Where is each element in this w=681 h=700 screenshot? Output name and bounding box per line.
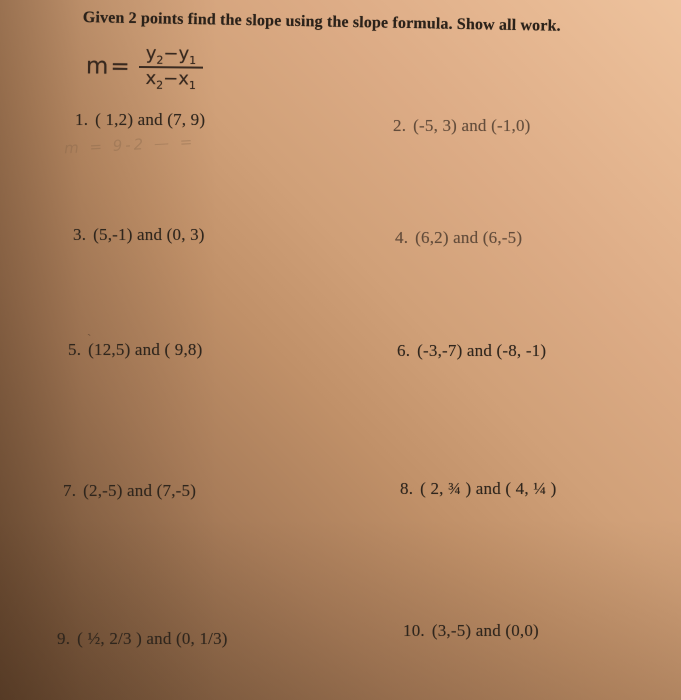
stray-pencil-mark: ˋ: [87, 331, 92, 346]
numerator-term2: y: [178, 43, 190, 65]
denominator-sub1: 2: [156, 78, 164, 92]
problem-9: [57, 629, 228, 649]
worksheet-title: Given 2 points find the slope using the slope formula. Show all work.: [82, 9, 561, 35]
numerator-minus: −: [163, 43, 179, 65]
numerator-sub1: 2: [156, 53, 164, 67]
problem-6-points: (-3,-7) and (-8, -1): [417, 341, 547, 360]
problem-9-points: ( ½, 2/3 ) and (0, 1/3): [77, 629, 228, 648]
problem-5: [68, 340, 203, 360]
problem-8-number: 8.: [400, 479, 414, 498]
numerator-sub2: 1: [189, 54, 197, 68]
formula-numerator: [139, 44, 204, 66]
problem-2: [393, 116, 531, 136]
denominator-minus: −: [163, 67, 179, 90]
problem-4-number: 4.: [395, 228, 409, 247]
pencil-work-note: m = 9-2 — =: [63, 132, 196, 158]
formula-fraction: [138, 44, 203, 90]
problem-1-points: ( 1,2) and (7, 9): [95, 110, 206, 129]
denominator-term1: x: [145, 67, 157, 89]
problem-10-points: (3,-5) and (0,0): [431, 621, 539, 640]
problem-2-number: 2.: [393, 116, 407, 135]
denominator-term2: x: [178, 68, 190, 90]
problem-4: [395, 228, 522, 248]
problem-8: [400, 479, 557, 499]
formula-lhs: m=: [85, 53, 132, 80]
problem-7-points: (2,-5) and (7,-5): [83, 481, 197, 500]
problem-8-points: ( 2, ¾ ) and ( 4, ¼ ): [420, 479, 557, 498]
problem-3-points: (5,-1) and (0, 3): [93, 225, 205, 244]
problem-9-number: 9.: [57, 629, 71, 648]
problem-3: [73, 225, 205, 245]
problem-4-points: (6,2) and (6,-5): [415, 228, 523, 247]
problem-6: [397, 341, 546, 361]
formula-denominator: [138, 66, 203, 90]
problem-7-number: 7.: [63, 481, 77, 500]
problem-7: [63, 481, 196, 501]
slope-formula: [86, 43, 204, 90]
numerator-term1: y: [145, 43, 157, 65]
problem-1-number: 1.: [75, 110, 89, 129]
denominator-sub2: 1: [188, 78, 196, 92]
problem-1: [75, 110, 205, 130]
problem-3-number: 3.: [73, 225, 87, 244]
problem-5-points: (12,5) and ( 9,8): [88, 340, 203, 359]
problem-10: [403, 621, 539, 641]
problem-10-number: 10.: [403, 621, 425, 640]
problem-6-number: 6.: [397, 341, 411, 360]
problem-2-points: (-5, 3) and (-1,0): [413, 116, 531, 135]
problem-5-number: 5.: [68, 340, 82, 359]
